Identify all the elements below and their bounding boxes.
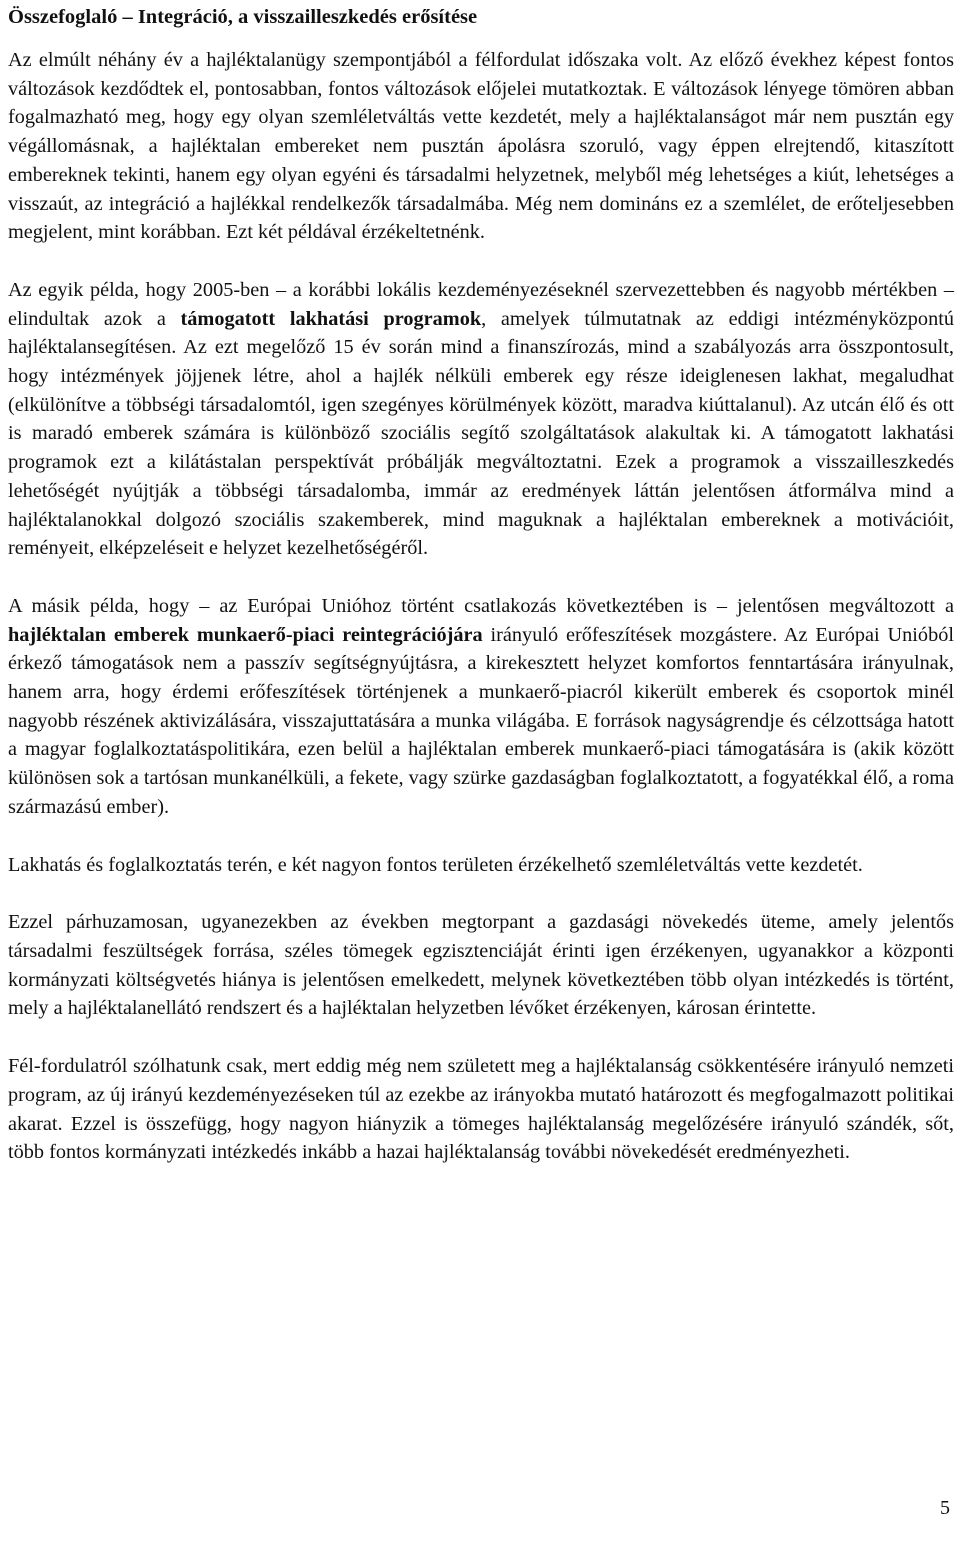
paragraph-summary-shift bbox=[8, 851, 954, 880]
paragraph-text: Fél-fordulatról szólhatunk csak, mert eddig még nem született meg a hajléktalanság csökkentésére irányuló nemzeti program, az új irányú kezdeményezéseken túl az ezekbe az irányokba mutató határozott és megfogalmazott politikai akarat. Ezzel is összefügg, hogy nagyon hiányzik a tömeges hajléktalanság megelőzésére irányuló szándék, sőt, több fontos kormányzati intézkedés inkább a hazai hajléktalanság további növekedését eredményezheti. bbox=[8, 1055, 954, 1164]
paragraph-text: Lakhatás és foglalkoztatás terén, e két nagyon fontos területen érzékelhető szemléletváltás vette kezdetét. bbox=[8, 853, 863, 876]
paragraph-economic-context bbox=[8, 908, 954, 1023]
emphasis-labour-reintegration: hajléktalan emberek munkaerő-piaci reintegrációjára bbox=[8, 623, 483, 646]
paragraph-text: A másik példa, hogy – az Európai Unióhoz történt csatlakozás következtében is – jelentősen megváltozott a bbox=[8, 594, 954, 617]
page-content bbox=[8, 2, 954, 1196]
paragraph-text: Az elmúlt néhány év a hajléktalanügy szempontjából a félfordulat időszaka volt. Az előző évekhez képest fontos változások kezdődtek el, pontosabban, fontos változások előjelei mutatkoztak. E változások lényege tömören abban fogalmazható meg, hogy egy olyan szemléletváltás vette kezdetét, mely a hajléktalanságot már nem pusztán egy végállomásnak, a hajléktalan embereket nem pusztán ápolásra szoruló, vagy éppen elrejtendő, kitaszított embereknek tekinti, hanem egy olyan egyéni és társadalmi helyzetnek, melyből még lehetséges a kiút, lehetséges a visszaút, az integráció a hajlékkal rendelkezők társadalmába. Még nem domináns ez a szemlélet, de erőteljesebben megjelent, mint korábban. Ezt két példával érzékeltetnénk. bbox=[8, 49, 954, 244]
paragraph-housing-example bbox=[8, 276, 954, 563]
paragraph-half-turn bbox=[8, 1052, 954, 1167]
section-heading: Összefoglaló – Integráció, a visszailleszkedés erősítése bbox=[8, 6, 478, 28]
page-number: 5 bbox=[940, 1497, 950, 1519]
paragraph-text: irányuló erőfeszítések mozgástere. Az Európai Unióból érkező támogatások nem a passzív segítségnyújtásra, a kirekesztett helyzet komfortos fenntartására irányulnak, hanem arra, hogy érdemi erőfeszítések történjenek a munkaerő-piacról kikerült emberek és csoportok minél nagyobb részének aktivizálására, visszajuttatására a munka világába. E források nagyságrendje és célzottsága hatott a magyar foglalkoztatáspolitikára, ezen belül a hajléktalan emberek munkaerő-piaci támogatására is (akik között különösen sok a tartósan munkanélküli, a fekete, vagy szürke gazdaságban foglalkoztatott, a fogyatékkal élő, a roma származású ember). bbox=[8, 623, 954, 818]
paragraph-employment-example bbox=[8, 592, 954, 822]
paragraph-text: , amelyek túlmutatnak az eddigi intézményközpontú hajléktalansegítésen. Az ezt megelőző 15 év során mind a finanszírozás, mind a szabályozás arra összpontosult, hogy intézmények jöjjenek létre, ahol a hajlék nélküli emberek egy része ideiglenesen lakhat, megaludhat (elkülönítve a többségi társadalomtól, igen szegényes körülmények között, maradva kiúttalanul). Az utcán élő és ott is maradó emberek számára is különböző szociális segítő szolgáltatások alakultak ki. A támogatott lakhatási programok ezt a kilátástalan perspektívát próbálják megváltoztatni. Ezek a programok a visszailleszkedés lehetőségét nyújtják a többségi társadalomba, immár az eredmények láttán jelentősen átformálva mind a hajléktalanokkal dolgozó szociális szakemberek, mind maguknak a hajléktalan embereknek a motivációit, reményeit, elképzeléseit e helyzet kezelhetőségéről. bbox=[8, 307, 954, 560]
paragraph-intro bbox=[8, 46, 954, 247]
emphasis-supported-housing: támogatott lakhatási programok bbox=[180, 307, 482, 330]
paragraph-text: Ezzel párhuzamosan, ugyanezekben az években megtorpant a gazdasági növekedés üteme, amely jelentős társadalmi feszültségek forrása, széles tömegek egzisztenciáját érinti igen érzékenyen, ugyanakkor a központi kormányzati költségvetés hiánya is jelentősen emelkedett, melynek következtében több olyan intézkedés is történt, mely a hajléktalanellátó rendszert és a hajléktalan helyzetben lévőket érzékenyen, károsan érintette. bbox=[8, 911, 954, 1020]
paragraph-text: Az egyik példa, hogy 2005-ben – a korábbi lokális kezdeményezéseknél szervezettebben és nagyobb mértékben – elindultak azok a bbox=[8, 278, 954, 330]
